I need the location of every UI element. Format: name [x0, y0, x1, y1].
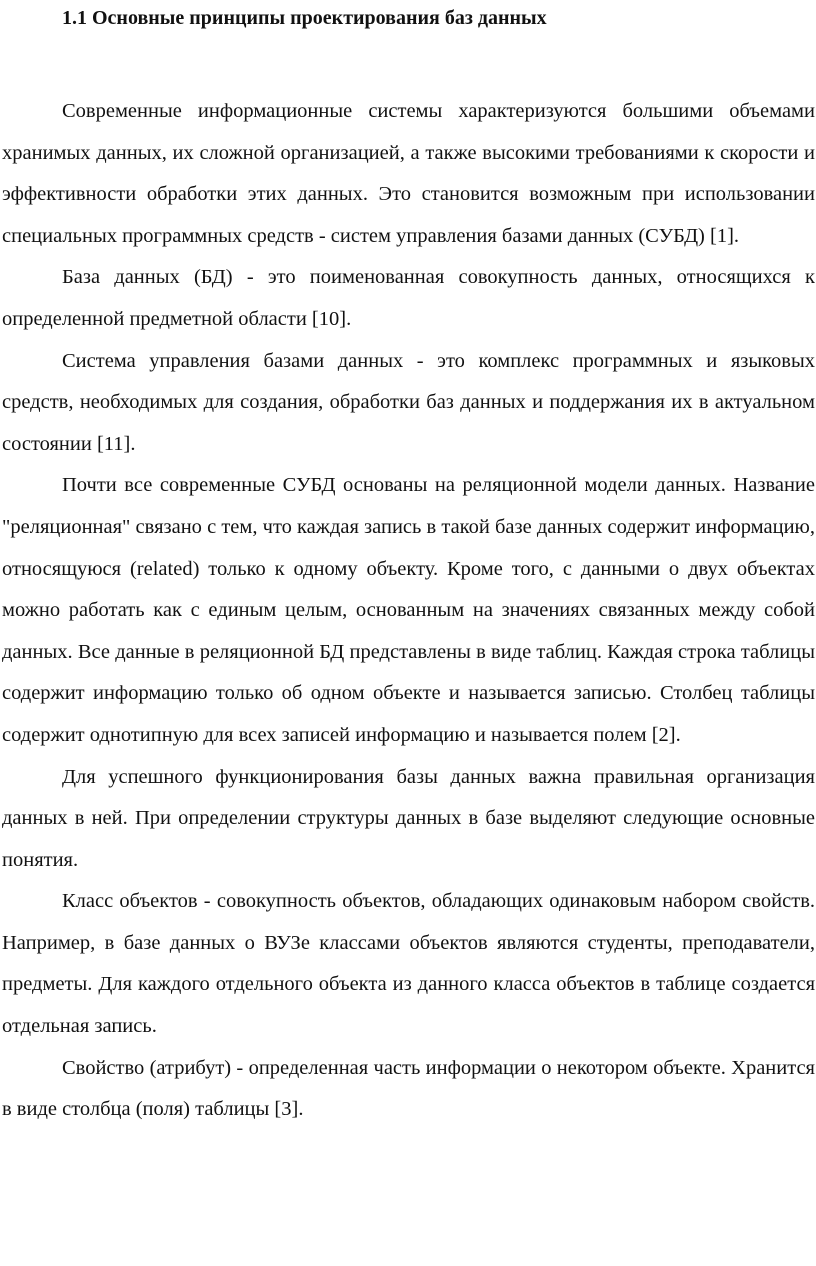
document-body [2, 91, 815, 1131]
paragraph-database-definition: База данных (БД) - это поименованная совокупность данных, относящихся к определенной предметной области [10]. [2, 266, 815, 330]
paragraph-attribute: Свойство (атрибут) - определенная часть информации о некотором объекте. Хранится в виде столбца (поля) таблицы [3]. [2, 1056, 815, 1121]
paragraph-object-class: Класс объектов - совокупность объектов, обладающих одинаковым набором свойств. Например, в базе данных о ВУЗе классами объектов являются студенты, преподаватели, предметы. Для каждого отдельного объекта из данного класса объектов в таблице создается отдельная запись. [2, 890, 815, 1038]
paragraph-data-organization: Для успешного функционирования базы данных важна правильная организация данных в ней. При определении структуры данных в базе выделяют следующие основные понятия. [2, 765, 815, 871]
paragraph-relational-model: Почти все современные СУБД основаны на реляционной модели данных. Название "реляционная" связано с тем, что каждая запись в такой базе данных содержит информацию, относящуюся (related) только к одному объекту. Кроме того, с данными о двух объектах можно работать как с единым целым, основанным на значениях связанных между собой данных. Все данные в реляционной БД представлены в виде таблиц. Каждая строка таблицы содержит информацию только об одном объекте и называется записью. Столбец таблицы содержит однотипную для всех записей информацию и называется полем [2]. [2, 474, 815, 746]
paragraph-dbms-intro: Современные информационные системы характеризуются большими объемами хранимых данных, их сложной организацией, а также высокими требованиями к скорости и эффективности обработки этих данных. Это становится возможным при использовании специальных программных средств - систем управления базами данных (СУБД) [1]. [2, 100, 815, 247]
section-title: 1.1 Основные принципы проектирования баз данных [62, 7, 547, 29]
paragraph-dbms-definition: Система управления базами данных - это комплекс программных и языковых средств, необходимых для создания, обработки баз данных и поддержания их в актуальном состоянии [11]. [2, 349, 815, 455]
